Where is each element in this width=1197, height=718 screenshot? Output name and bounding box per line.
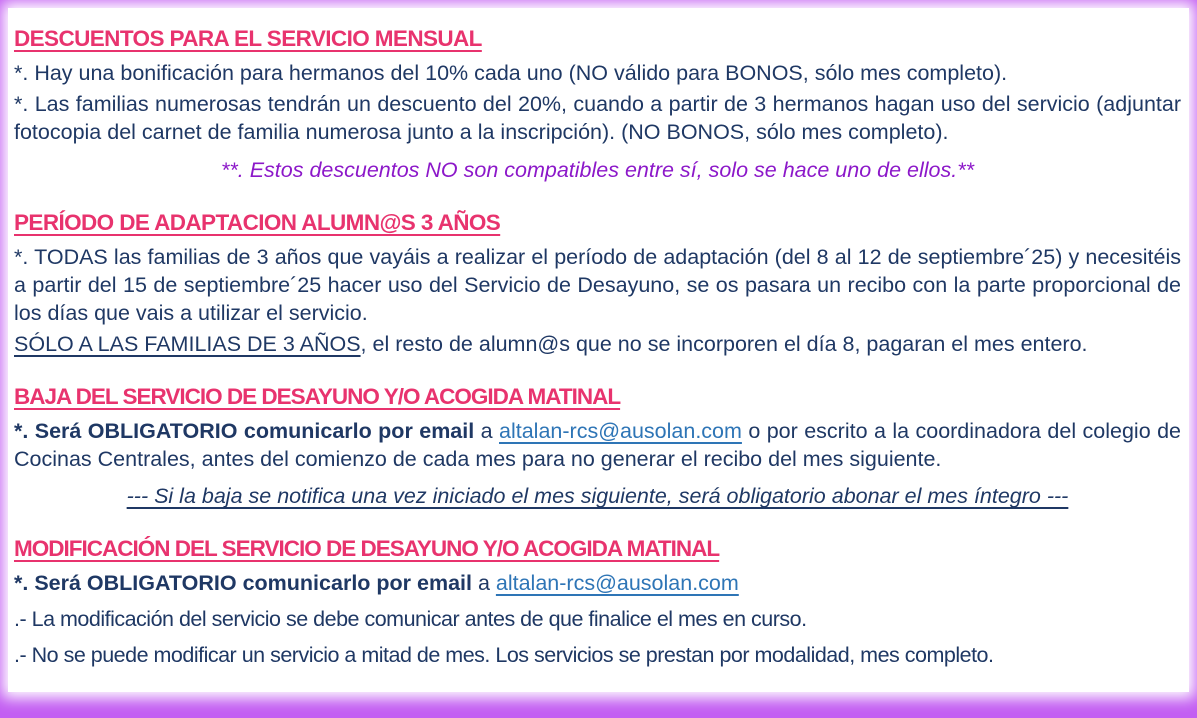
paragraph-familias-numerosas: *. Las familias numerosas tendrán un descuento del 20%, cuando a partir de 3 hermanos hagan uso del servicio (adjuntar fotocopia del carnet de familia numerosa junto a la inscripción). (NO BONOS, sólo mes completo). <box>14 92 1181 144</box>
paragraph-modificacion-obligatorio <box>14 569 1181 597</box>
underlined-solo-familias: SÓLO A LAS FAMILIAS DE 3 AÑOS <box>14 332 361 356</box>
section-baja <box>14 384 1181 510</box>
email-link-ausolan-2[interactable]: altalan-rcs@ausolan.com <box>495 571 739 595</box>
bold-sera-obligatorio-2: *. Será OBLIGATORIO comunicarlo por email <box>14 571 472 595</box>
section-descuentos <box>14 26 1181 184</box>
text-baja-resto: o por escrito a la coordinadora del colegio de Cocinas Centrales, antes del comienzo de cada mes para no generar el recibo del mes siguiente. <box>14 419 1181 471</box>
heading-descuentos: DESCUENTOS PARA EL SERVICIO MENSUAL <box>14 26 482 51</box>
heading-adaptacion: PERÍODO DE ADAPTACION ALUMN@S 3 AÑOS <box>14 210 501 235</box>
email-link-ausolan[interactable]: altalan-rcs@ausolan.com <box>499 419 742 443</box>
section-adaptacion <box>14 210 1181 358</box>
note-descuentos-no-compatibles: **. Estos descuentos NO son compatibles entre sí, solo se hace uno de ellos.** <box>221 158 974 182</box>
document-sheet <box>8 8 1189 692</box>
bold-sera-obligatorio: *. Será OBLIGATORIO comunicarlo por email <box>14 419 475 443</box>
paragraph-baja-obligatorio <box>14 417 1181 473</box>
paragraph-modificacion-plazo: .- La modificación del servicio se debe comunicar antes de que finalice el mes en curso. <box>14 607 807 631</box>
heading-modificacion: MODIFICACIÓN DEL SERVICIO DE DESAYUNO Y/O ACOGIDA MATINAL <box>14 536 720 561</box>
text-a: a <box>474 419 500 443</box>
note-baja-mes-integro: --- Si la baja se notifica una vez iniciado el mes siguiente, será obligatorio abonar el mes íntegro --- <box>126 484 1069 508</box>
text-a-2: a <box>471 571 496 595</box>
text-resto-alumnos: , el resto de alumn@s que no se incorporen el día 8, pagaran el mes entero. <box>360 332 1088 356</box>
paragraph-adaptacion: *. TODAS las familias de 3 años que vayáis a realizar el período de adaptación (del 8 al 12 de septiembre´25) y necesitéis a partir del 15 de septiembre´25 hacer uso del Servicio de Desayuno, se os pasara un recibo con la parte proporcional de los días que vais a utilizar el servicio. <box>14 245 1181 325</box>
paragraph-bonificacion-hermanos: *. Hay una bonificación para hermanos del 10% cada uno (NO válido para BONOS, sólo mes completo). <box>14 61 1008 85</box>
heading-baja: BAJA DEL SERVICIO DE DESAYUNO Y/O ACOGIDA MATINAL <box>14 384 621 409</box>
paragraph-modificacion-mitad-mes: .- No se puede modificar un servicio a mitad de mes. Los servicios se prestan por modalidad, mes completo. <box>14 643 994 667</box>
paragraph-solo-familias-3-anos <box>14 330 1181 358</box>
section-modificacion <box>14 536 1181 669</box>
